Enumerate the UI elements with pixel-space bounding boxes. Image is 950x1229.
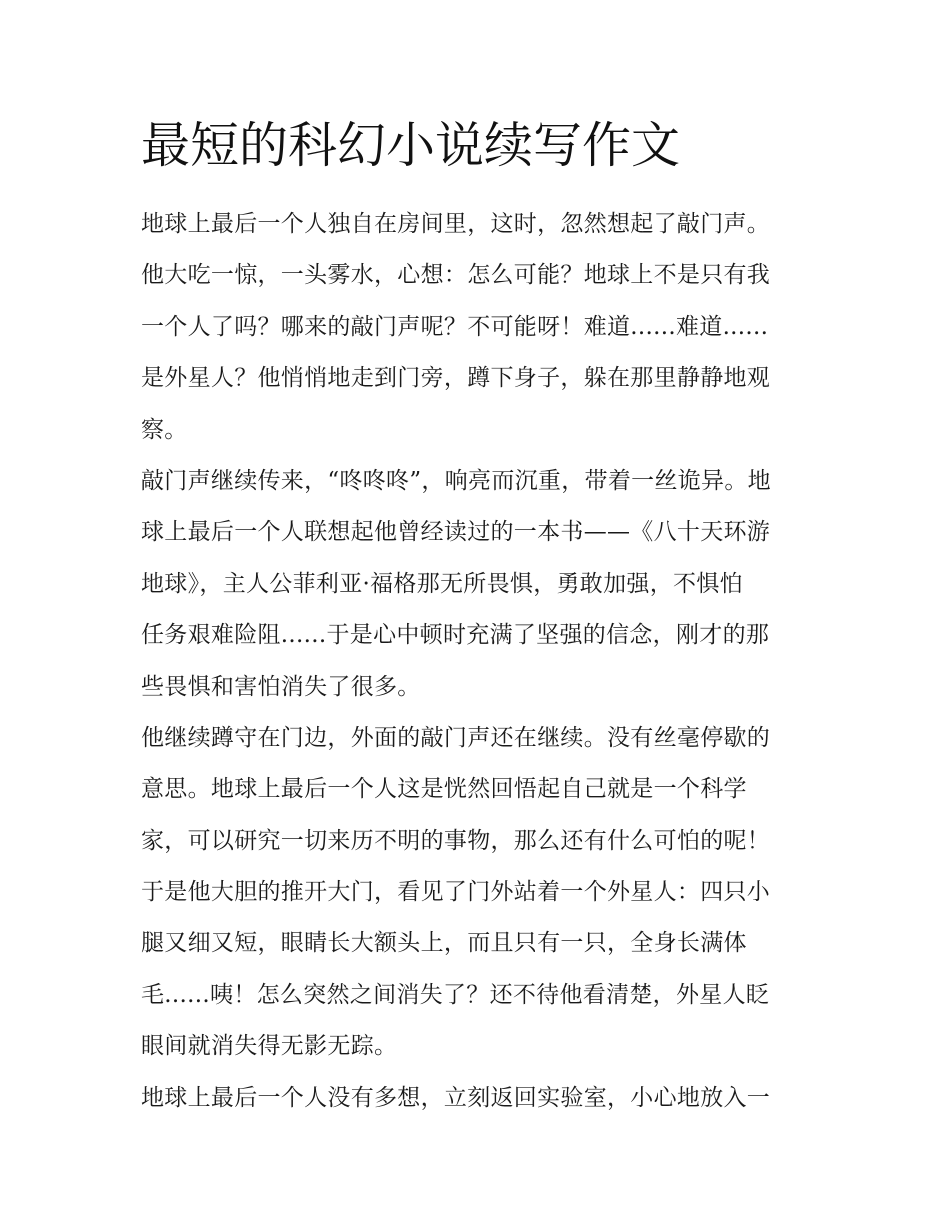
text-line: 家，可以研究一切来历不明的事物，那么还有什么可怕的呢！ [141, 827, 771, 854]
text-line: 察。 [141, 416, 188, 443]
text-line: 腿又细又短，眼睛长大额头上，而且只有一只，全身长满体 [141, 930, 747, 957]
text-line: 地球上最后一个人独自在房间里，这时，忽然想起了敲门声。 [141, 211, 771, 237]
text-line: 地球上最后一个人没有多想，立刻返回实验室，小心地放入一 [141, 1084, 771, 1111]
text-line: 毛......咦！怎么突然之间消失了？还不待他看清楚，外星人眨 [141, 981, 770, 1008]
text-line: 是外星人？他悄悄地走到门旁，蹲下身子，躲在那里静静地观 [141, 365, 771, 392]
text-line: 任务艰难险阻......于是心中顿时充满了坚强的信念，刚才的那 [141, 622, 770, 649]
text-line: 一个人了吗？哪来的敲门声呢？不可能呀！难道......难道...... [141, 313, 769, 340]
document-title: 最短的科幻小说续写作文 [141, 117, 681, 174]
text-line: 意思。地球上最后一个人这是恍然回悟起自己就是一个科学 [141, 776, 747, 803]
text-line: 于是他大胆的推开大门，看见了门外站着一个外星人：四只小 [141, 879, 771, 906]
text-line: 他大吃一惊，一头雾水，心想：怎么可能？地球上不是只有我 [141, 262, 771, 289]
text-line: 球上最后一个人联想起他曾经读过的一本书——《八十天环游 [141, 519, 771, 546]
text-line: 眼间就消失得无影无踪。 [141, 1033, 398, 1060]
document-body [141, 199, 821, 1124]
text-line: 些畏惧和害怕消失了很多。 [141, 673, 421, 700]
text-line: 敲门声继续传来，“咚咚咚”，响亮而沉重，带着一丝诡异。地 [141, 467, 771, 494]
text-line: 地球》，主人公菲利亚·福格那无所畏惧，勇敢加强，不惧怕 [141, 570, 743, 597]
text-line: 他继续蹲守在门边，外面的敲门声还在继续。没有丝毫停歇的 [141, 724, 771, 751]
